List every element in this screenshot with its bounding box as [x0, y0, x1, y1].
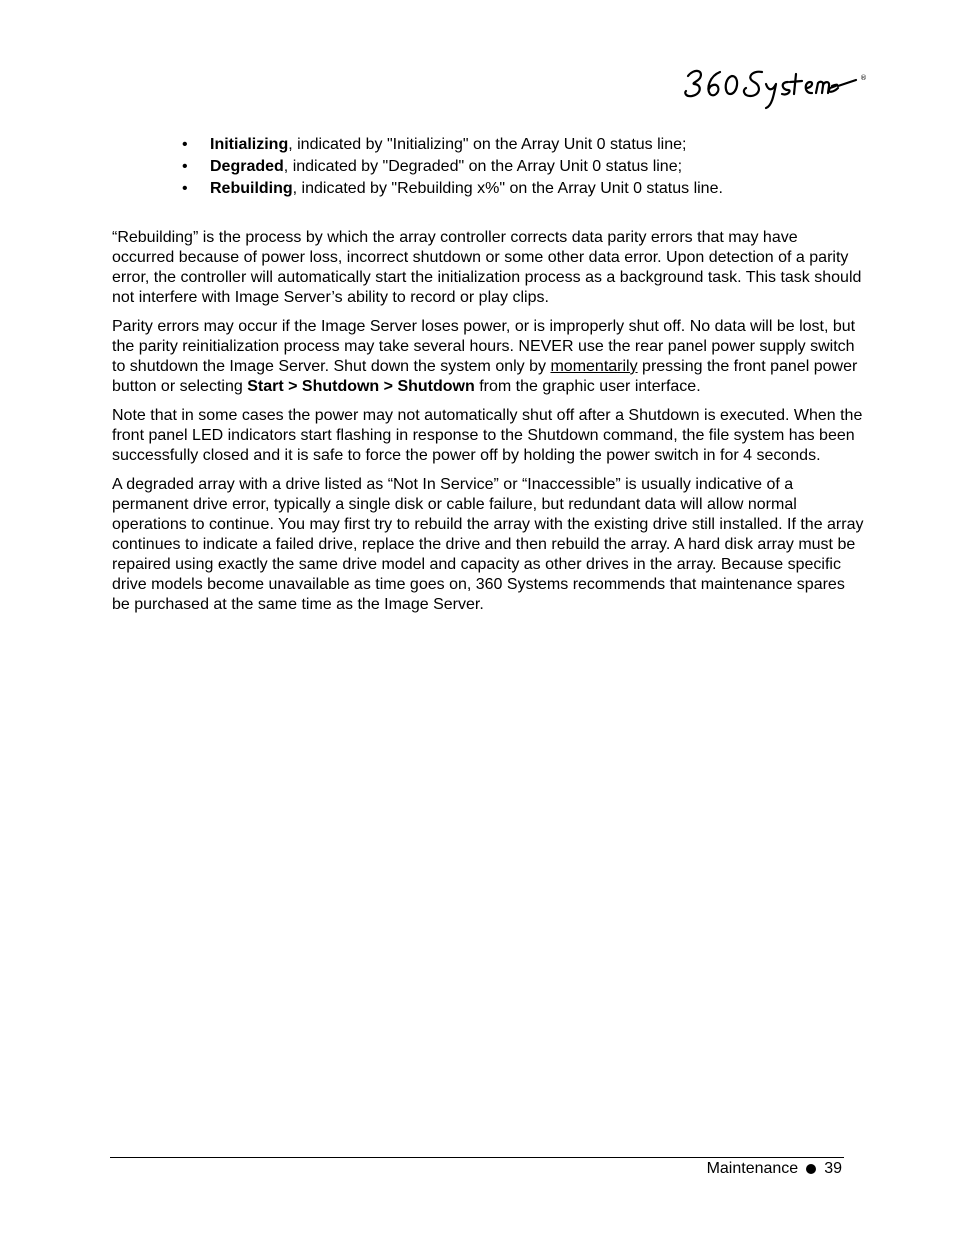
bullet-term: Rebuilding: [210, 180, 293, 197]
bullet-separator-icon: [806, 1164, 816, 1174]
bullet-text: , indicated by "Degraded" on the Array Unit 0 status line;: [283, 158, 683, 175]
paragraph-degraded-array: A degraded array with a drive listed as “Not In Service” or “Inaccessible” is usually indicative of a permanent drive error, typically a single disk or cable failure, but redundant data will allow normal operations to continue. You may first try to rebuild the array with the existing drive still installed. If the array continues to indicate a failed drive, replace the drive and then rebuild the array. A hard disk array must be repaired using exactly the same drive model and capacity as other drives in the array. Because specific drive models become unavailable as time goes on, 360 Systems recommends that maintenance spares be purchased at the same time as the Image Server.: [112, 476, 864, 613]
svg-text:®: ®: [860, 74, 867, 82]
company-logo: [680, 62, 870, 112]
bullet-term: Initializing: [210, 136, 289, 153]
list-item: [180, 156, 880, 178]
paragraph-parity-errors: Parity errors may occur if the Image Server loses power, or is improperly shut off. No data will be lost, but the parity reinitialization process may take several hours. NEVER use the rear panel power supply switch to shutdown the Image Server. Shut down the system only by momentarily pressing the front panel power button or selecting Start > Shutdown > Shutdown from the graphic user interface.: [112, 318, 858, 395]
bullet-icon: •: [182, 158, 188, 175]
bullet-icon: •: [182, 180, 188, 197]
page-number: 39: [824, 1160, 842, 1177]
list-item: [180, 178, 880, 200]
bullet-text: , indicated by "Rebuilding x%" on the Array Unit 0 status line.: [292, 180, 723, 197]
bullet-term: Degraded: [210, 158, 284, 175]
status-bullet-list: [180, 134, 880, 200]
page-footer: [707, 1159, 842, 1179]
emphasis-underline: momentarily: [550, 358, 638, 375]
paragraph-rebuilding: “Rebuilding” is the process by which the array controller corrects data parity errors that may have occurred because of power loss, incorrect shutdown or some other data error. Upon detection of a parity error, the controller will automatically start the initialization process as a background task. This task should not interfere with Image Server’s ability to record or play clips.: [112, 229, 862, 306]
footer-section: Maintenance: [706, 1160, 799, 1177]
bullet-icon: •: [182, 136, 188, 153]
menu-path: Start > Shutdown > Shutdown: [247, 378, 475, 395]
footer-rule: [110, 1157, 844, 1158]
list-item: [180, 134, 880, 156]
paragraph-shutdown-note: Note that in some cases the power may not automatically shut off after a Shutdown is executed. When the front panel LED indicators start flashing in response to the Shutdown command, the file system has been successfully closed and it is safe to force the power off by holding the power switch in for 4 seconds.: [112, 407, 863, 464]
body-text: [112, 228, 864, 624]
bullet-text: , indicated by "Initializing" on the Array Unit 0 status line;: [288, 136, 687, 153]
